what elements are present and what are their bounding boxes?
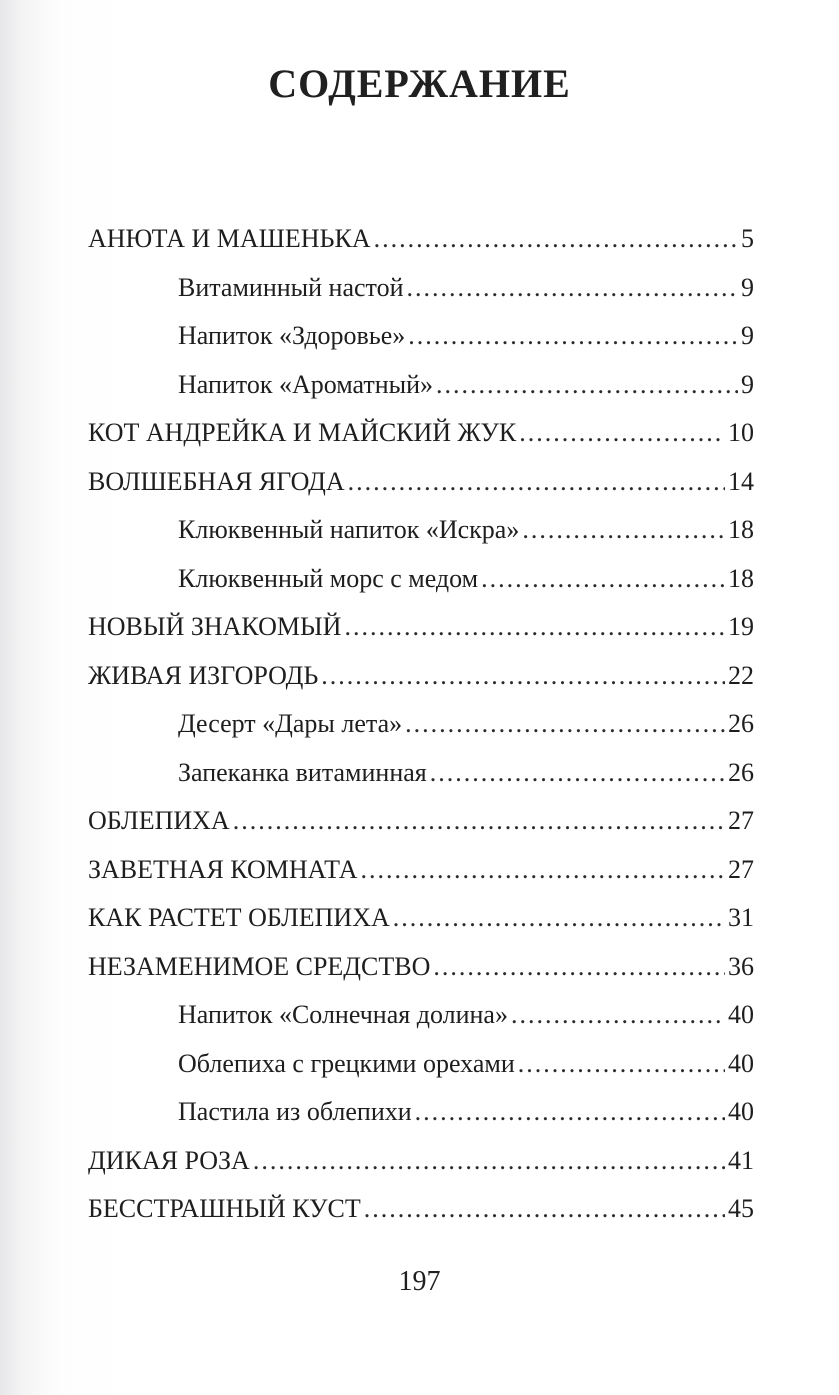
dot-leader (408, 312, 738, 361)
dot-leader (405, 700, 725, 749)
dot-leader (374, 215, 738, 264)
toc-entry (88, 652, 754, 701)
toc-entry-title: ДИКАЯ РОЗА (88, 1145, 250, 1175)
dot-leader (253, 1137, 725, 1186)
dot-leader (522, 506, 725, 555)
toc-entry-title: АНЮТА И МАШЕНЬКА (88, 224, 371, 253)
toc-entry-title: Облепиха с грецкими орехами (178, 1048, 515, 1078)
dot-leader (406, 264, 738, 313)
dot-leader (430, 749, 725, 798)
dot-leader (344, 603, 725, 652)
toc-entry-title: КАК РАСТЕТ ОБЛЕПИХА (88, 903, 390, 932)
table-of-contents (88, 215, 754, 1234)
page-number: 197 (398, 1266, 441, 1297)
dot-leader (511, 991, 725, 1040)
toc-subentry (88, 749, 754, 798)
toc-entry-title: Клюквенный морс с медом (178, 563, 479, 593)
toc-subentry (88, 506, 754, 555)
toc-entry-page: 27 (728, 806, 754, 835)
toc-entry (88, 603, 754, 652)
toc-entry-title: БЕССТРАШНЫЙ КУСТ (88, 1194, 361, 1223)
toc-entry-page: 19 (728, 612, 754, 641)
toc-entry-page: 41 (728, 1145, 754, 1175)
toc-entry (88, 943, 754, 992)
toc-entry-page: 26 (728, 709, 754, 738)
toc-entry-page: 36 (728, 951, 754, 981)
toc-entry (88, 797, 754, 846)
toc-entry-title: Десерт «Дары лета» (178, 709, 403, 738)
toc-entry-title: Витаминный настой (178, 272, 404, 302)
toc-entry-title: НОВЫЙ ЗНАКОМЫЙ (88, 612, 342, 641)
toc-entry (88, 894, 754, 943)
contents-heading: СОДЕРЖАНИЕ (268, 61, 571, 106)
toc-entry-page: 5 (741, 224, 754, 253)
toc-entry-title: НЕЗАМЕНИМОЕ СРЕДСТВО (88, 951, 431, 981)
dot-leader (519, 409, 725, 458)
dot-leader (436, 361, 738, 410)
toc-entry-title: ОБЛЕПИХА (88, 806, 230, 835)
toc-entry-title: ВОЛШЕБНАЯ ЯГОДА (88, 466, 345, 496)
toc-entry (88, 409, 754, 458)
dot-leader (233, 797, 725, 846)
toc-subentry (88, 555, 754, 604)
toc-entry-page: 26 (728, 757, 754, 787)
toc-entry-page: 40 (728, 1048, 754, 1078)
toc-entry-title: Напиток «Здоровье» (178, 321, 406, 350)
toc-entry (88, 458, 754, 507)
dot-leader (518, 1040, 725, 1089)
toc-subentry (88, 312, 754, 361)
toc-entry-title: Пастила из облепихи (178, 1097, 412, 1126)
dot-leader (481, 555, 725, 604)
toc-entry (88, 215, 754, 264)
toc-entry-page: 14 (728, 466, 754, 496)
dot-leader (393, 894, 725, 943)
toc-entry-title: КОТ АНДРЕЙКА И МАЙСКИЙ ЖУК (88, 418, 517, 447)
dot-leader (348, 458, 725, 507)
toc-entry-title: Напиток «Ароматный» (178, 369, 434, 399)
toc-subentry (88, 361, 754, 410)
dot-leader (415, 1088, 725, 1137)
toc-subentry (88, 264, 754, 313)
toc-subentry (88, 1040, 754, 1089)
toc-entry (88, 1185, 754, 1234)
toc-entry-page: 27 (728, 854, 754, 884)
toc-entry-page: 31 (728, 903, 754, 932)
toc-entry-page: 22 (728, 660, 754, 690)
toc-entry-page: 9 (741, 321, 754, 350)
toc-entry-title: ЗАВЕТНАЯ КОМНАТА (88, 854, 358, 884)
toc-entry (88, 1137, 754, 1186)
toc-entry-page: 18 (728, 563, 754, 593)
toc-entry-page: 18 (728, 515, 754, 544)
toc-entry-title: Запеканка витаминная (178, 757, 427, 787)
toc-entry-title: Клюквенный напиток «Искра» (178, 515, 520, 544)
toc-subentry (88, 991, 754, 1040)
toc-entry-page: 40 (728, 1000, 754, 1029)
toc-entry-title: ЖИВАЯ ИЗГОРОДЬ (88, 660, 319, 690)
toc-entry-title: Напиток «Солнечная долина» (178, 1000, 508, 1029)
toc-entry-page: 40 (728, 1097, 754, 1126)
toc-entry-page: 9 (741, 369, 754, 399)
toc-entry-page: 10 (728, 418, 754, 447)
toc-subentry (88, 1088, 754, 1137)
toc-subentry (88, 700, 754, 749)
dot-leader (361, 846, 725, 895)
toc-entry-page: 45 (728, 1194, 754, 1223)
dot-leader (433, 943, 725, 992)
dot-leader (321, 652, 725, 701)
dot-leader (364, 1185, 725, 1234)
toc-entry-page: 9 (741, 272, 754, 302)
toc-entry (88, 846, 754, 895)
